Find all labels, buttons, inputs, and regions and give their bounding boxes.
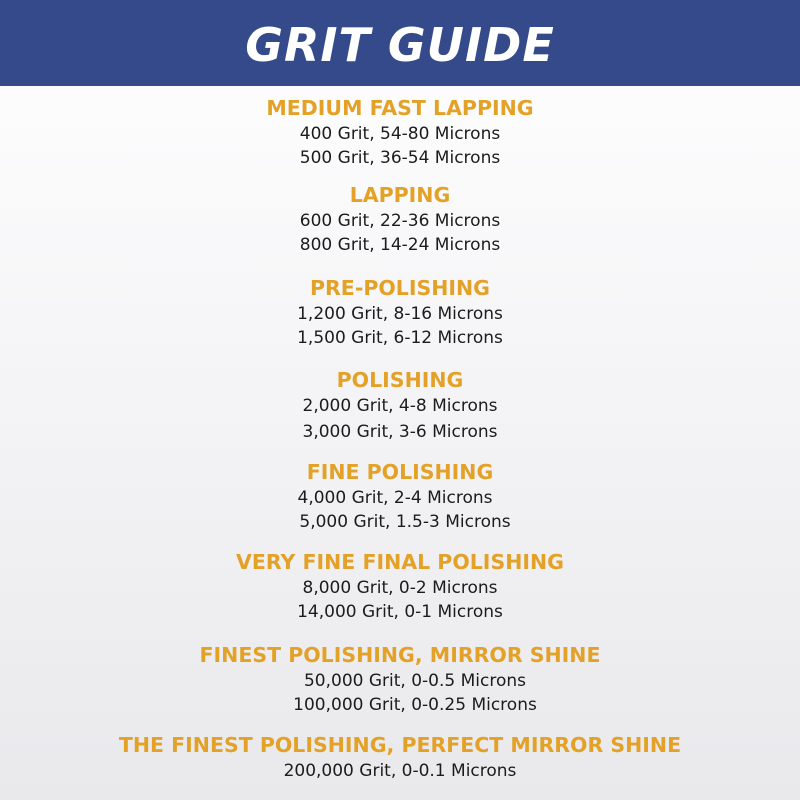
section-fine-polishing [0,458,800,534]
section-heading: PRE-POLISHING [310,276,490,300]
grit-item: 5,000 Grit, 1.5-3 Microns [299,512,511,532]
section-lapping [0,181,800,257]
grit-item: 3,000 Grit, 3-6 Microns [302,422,498,442]
grit-item: 500 Grit, 36-54 Microns [299,148,501,168]
grit-item: 600 Grit, 22-36 Microns [299,211,501,231]
title-banner [0,0,800,86]
grit-item: 4,000 Grit, 2-4 Microns [297,488,493,508]
grit-item: 2,000 Grit, 4-8 Microns [302,396,498,416]
grit-item: 8,000 Grit, 0-2 Microns [302,578,498,598]
section-heading: POLISHING [336,368,464,392]
section-very-fine-final-polishing [0,548,800,624]
grit-item: 1,200 Grit, 8-16 Microns [297,304,503,324]
grit-item: 400 Grit, 54-80 Microns [299,124,501,144]
section-heading: FINEST POLISHING, MIRROR SHINE [199,643,601,667]
section-finest-polishing-mirror-shine [0,641,800,717]
section-pre-polishing [0,274,800,350]
section-heading: LAPPING [349,183,451,207]
section-heading: VERY FINE FINAL POLISHING [236,550,564,574]
grit-item: 14,000 Grit, 0-1 Microns [297,602,503,622]
grit-item: 100,000 Grit, 0-0.25 Microns [293,695,537,715]
grit-item: 1,500 Grit, 6-12 Microns [297,328,503,348]
grit-item: 50,000 Grit, 0-0.5 Microns [303,671,527,691]
section-heading: MEDIUM FAST LAPPING [266,96,534,120]
section-heading: FINE POLISHING [306,460,494,484]
section-heading: THE FINEST POLISHING, PERFECT MIRROR SHINE [118,733,682,757]
grit-item: 800 Grit, 14-24 Microns [299,235,501,255]
section-polishing [0,366,800,444]
grit-item: 200,000 Grit, 0-0.1 Microns [283,761,517,781]
page-title: GRIT GUIDE [245,18,555,72]
section-the-finest-polishing-perfect-mirror-shine [0,731,800,783]
section-medium-fast-lapping [0,94,800,170]
